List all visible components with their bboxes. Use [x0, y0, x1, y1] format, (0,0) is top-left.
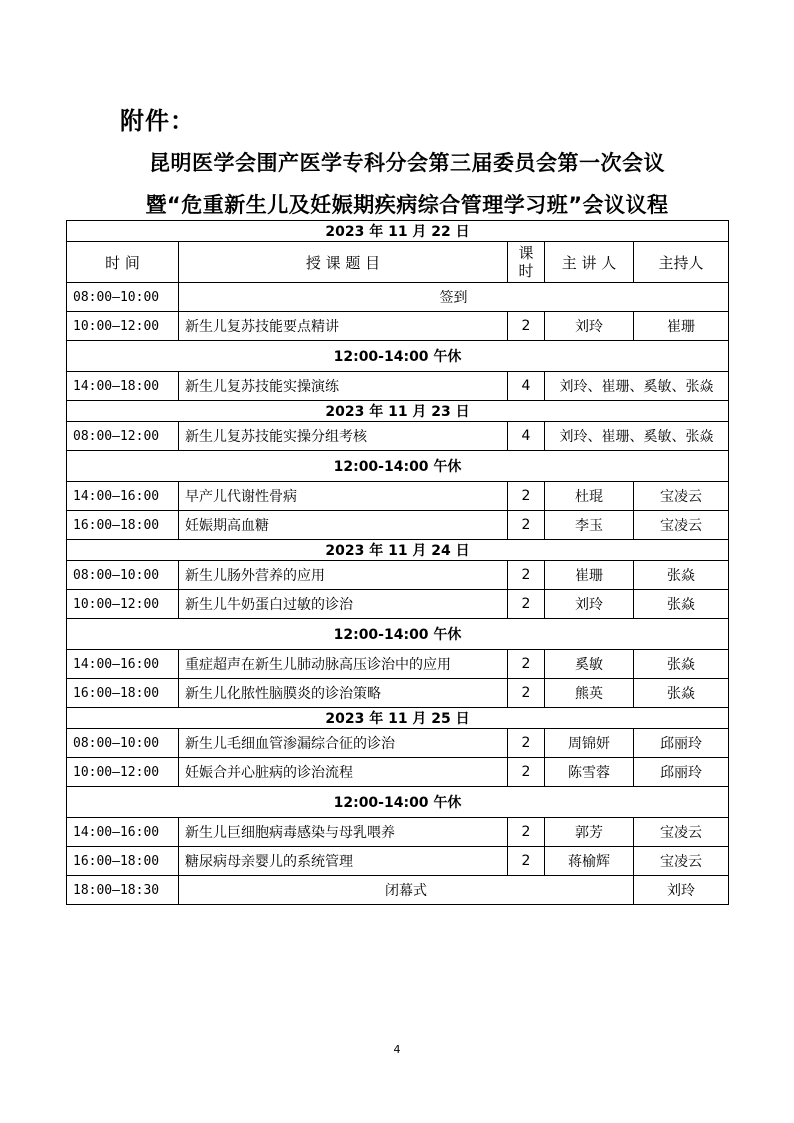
session-topic: 重症超声在新生儿肺动脉高压诊治中的应用: [179, 650, 508, 679]
document-title-line2: 暨“危重新生儿及妊娠期疾病综合管理学习班”会议议程: [145, 193, 669, 217]
session-hours: 2: [508, 818, 545, 847]
session-hours: 2: [508, 847, 545, 876]
session-topic: 闭幕式: [179, 876, 634, 905]
table-row: [67, 283, 729, 312]
session-speaker: 刘玲、崔珊、奚敏、张焱: [545, 422, 729, 451]
session-topic: 妊娠合并心脏病的诊治流程: [179, 758, 508, 787]
session-host: 邱丽玲: [634, 758, 729, 787]
session-time: 10:00—12:00: [67, 590, 179, 619]
session-speaker: 刘玲: [545, 312, 634, 341]
session-speaker: 刘玲: [545, 590, 634, 619]
session-host: 邱丽玲: [634, 729, 729, 758]
session-hours: 2: [508, 561, 545, 590]
session-topic: 新生儿复苏技能要点精讲: [179, 312, 508, 341]
session-hours: 2: [508, 312, 545, 341]
session-hours: 2: [508, 758, 545, 787]
break-row: [67, 451, 729, 482]
session-hours: 2: [508, 650, 545, 679]
document-title-line1: 昆明医学会围产医学专科分会第三届委员会第一次会议: [149, 151, 665, 175]
session-time: 14:00—18:00: [67, 372, 179, 401]
session-topic: 新生儿毛细血管渗漏综合征的诊治: [179, 729, 508, 758]
day-date: 2023 年 11 月 25 日: [67, 708, 729, 729]
session-speaker: 崔珊: [545, 561, 634, 590]
header-hours: [508, 242, 545, 283]
day-row: [67, 401, 729, 422]
session-time: 14:00—16:00: [67, 650, 179, 679]
session-speaker: 奚敏: [545, 650, 634, 679]
table-row: [67, 729, 729, 758]
schedule-table: [66, 220, 729, 905]
table-row: [67, 422, 729, 451]
session-topic: 新生儿复苏技能实操演练: [179, 372, 508, 401]
day-date: 2023 年 11 月 22 日: [67, 221, 729, 242]
session-host: 张焱: [634, 650, 729, 679]
session-speaker: 熊英: [545, 679, 634, 708]
break-row: [67, 787, 729, 818]
table-row: [67, 561, 729, 590]
session-speaker: 杜琨: [545, 482, 634, 511]
table-row: [67, 372, 729, 401]
table-row: [67, 679, 729, 708]
break-label: 12:00-14:00 午休: [67, 341, 729, 372]
session-host: 崔珊: [634, 312, 729, 341]
table-row: [67, 758, 729, 787]
header-hours-top: 课: [518, 244, 534, 262]
session-time: 08:00—12:00: [67, 422, 179, 451]
table-row: [67, 847, 729, 876]
session-time: 18:00—18:30: [67, 876, 179, 905]
session-host: 张焱: [634, 590, 729, 619]
session-hours: 2: [508, 679, 545, 708]
day-date: 2023 年 11 月 23 日: [67, 401, 729, 422]
session-host: 宝凌云: [634, 847, 729, 876]
table-row: [67, 312, 729, 341]
session-time: 14:00—16:00: [67, 482, 179, 511]
session-time: 10:00—12:00: [67, 312, 179, 341]
header-hours-bottom: 时: [518, 262, 534, 280]
header-speaker: 主 讲 人: [545, 242, 634, 283]
session-hours: 2: [508, 729, 545, 758]
column-header-row: [67, 242, 729, 283]
session-host: 宝凌云: [634, 511, 729, 540]
session-topic: 新生儿牛奶蛋白过敏的诊治: [179, 590, 508, 619]
table-row: [67, 876, 729, 905]
session-time: 16:00—18:00: [67, 511, 179, 540]
break-row: [67, 341, 729, 372]
header-host: 主持人: [634, 242, 729, 283]
session-topic: 新生儿复苏技能实操分组考核: [179, 422, 508, 451]
table-row: [67, 511, 729, 540]
page-number: 4: [393, 1043, 401, 1056]
session-time: 10:00—12:00: [67, 758, 179, 787]
session-hours: 2: [508, 590, 545, 619]
session-topic: 妊娠期高血糖: [179, 511, 508, 540]
session-topic: 新生儿化脓性脑膜炎的诊治策略: [179, 679, 508, 708]
session-host: 宝凌云: [634, 482, 729, 511]
day-row: [67, 708, 729, 729]
table-row: [67, 590, 729, 619]
table-row: [67, 482, 729, 511]
session-topic: 糖尿病母亲婴儿的系统管理: [179, 847, 508, 876]
session-speaker: 蒋榆辉: [545, 847, 634, 876]
session-hours: 2: [508, 482, 545, 511]
session-topic: 签到: [179, 283, 729, 312]
session-topic: 早产儿代谢性骨病: [179, 482, 508, 511]
day-row: [67, 221, 729, 242]
day-date: 2023 年 11 月 24 日: [67, 540, 729, 561]
session-host: 张焱: [634, 679, 729, 708]
session-host: 刘玲: [634, 876, 729, 905]
break-row: [67, 619, 729, 650]
session-hours: 2: [508, 511, 545, 540]
session-speaker: 刘玲、崔珊、奚敏、张焱: [545, 372, 729, 401]
session-time: 08:00—10:00: [67, 729, 179, 758]
session-speaker: 周锦妍: [545, 729, 634, 758]
session-hours: 4: [508, 422, 545, 451]
session-time: 16:00—18:00: [67, 679, 179, 708]
session-topic: 新生儿巨细胞病毒感染与母乳喂养: [179, 818, 508, 847]
header-time: 时 间: [67, 242, 179, 283]
session-time: 14:00—16:00: [67, 818, 179, 847]
table-row: [67, 650, 729, 679]
session-time: 08:00—10:00: [67, 283, 179, 312]
session-host: 宝凌云: [634, 818, 729, 847]
session-speaker: 李玉: [545, 511, 634, 540]
day-row: [67, 540, 729, 561]
session-speaker: 郭芳: [545, 818, 634, 847]
break-label: 12:00-14:00 午休: [67, 451, 729, 482]
session-speaker: 陈雪蓉: [545, 758, 634, 787]
session-time: 08:00—10:00: [67, 561, 179, 590]
header-topic: 授 课 题 目: [179, 242, 508, 283]
session-host: 张焱: [634, 561, 729, 590]
table-row: [67, 818, 729, 847]
break-label: 12:00-14:00 午休: [67, 787, 729, 818]
break-label: 12:00-14:00 午休: [67, 619, 729, 650]
session-time: 16:00—18:00: [67, 847, 179, 876]
session-topic: 新生儿肠外营养的应用: [179, 561, 508, 590]
attachment-label: 附件：: [120, 107, 195, 135]
schedule-body: [67, 221, 729, 905]
session-hours: 4: [508, 372, 545, 401]
